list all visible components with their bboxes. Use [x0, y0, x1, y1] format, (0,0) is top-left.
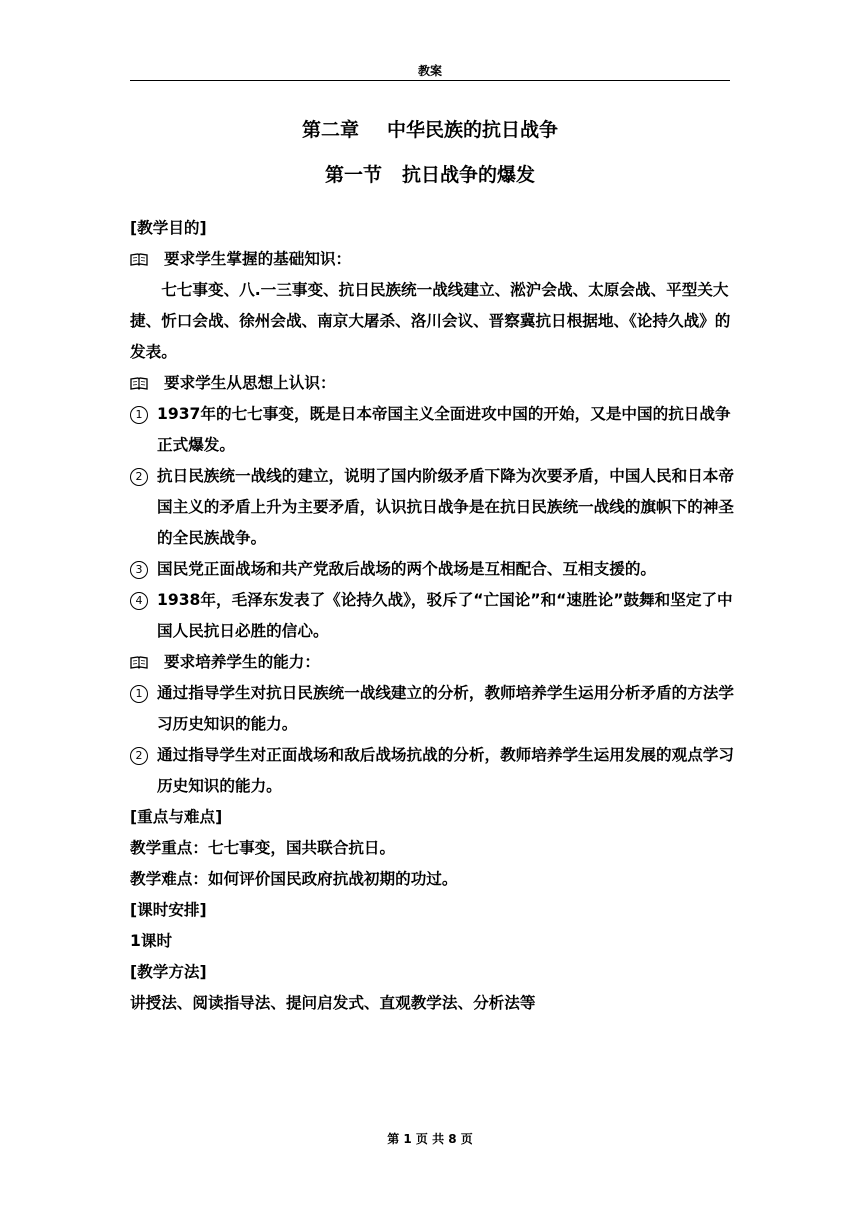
circled-number: 1 — [130, 406, 148, 424]
circled-number: 2 — [130, 468, 148, 486]
ideology-item-text: 1937年的七七事变，既是日本帝国主义全面进攻中国的开始，又是中国的抗日战争正式爆发。 — [157, 405, 731, 454]
ability-label: 要求培养学生的能力： — [164, 653, 320, 671]
ideology-item-text: 1938年，毛泽东发表了《论持久战》，驳斥了“亡国论”和“速胜论”鼓舞和坚定了中国人民抗日必胜的信心。 — [157, 591, 733, 640]
circled-number: 3 — [130, 561, 148, 579]
header-rule — [130, 80, 730, 81]
ability-label-line — [130, 647, 735, 678]
knowledge-label: 要求学生掌握的基础知识： — [164, 250, 352, 268]
methods-text: 讲授法、阅读指导法、提问启发式、直观教学法、分析法等 — [130, 994, 536, 1012]
lesson-content — [130, 213, 735, 1019]
ideology-item-text: 抗日民族统一战线的建立，说明了国内阶级矛盾下降为次要矛盾，中国人民和日本帝国主义的矛盾上升为主要矛盾，认识抗日战争是在抗日民族统一战线的旗帜下的神圣的全民族战争。 — [157, 467, 734, 547]
section-name: 抗日战争的爆发 — [402, 164, 536, 186]
page-header: 教案 — [417, 64, 442, 78]
page-footer: 第 1 页 共 8 页 — [387, 1132, 473, 1146]
book-icon — [130, 377, 148, 391]
key-points-heading: [重点与难点] — [130, 808, 223, 826]
knowledge-text: 七七事变、八.一三事变、抗日民族统一战线建立、淞沪会战、太原会战、平型关大捷、忻口会战、徐州会战、南京大屠杀、洛川会议、晋察冀抗日根据地、《论持久战》的发表。 — [130, 281, 731, 361]
ideology-item — [130, 399, 735, 461]
ideology-label-line — [130, 368, 735, 399]
ideology-item — [130, 554, 735, 585]
ability-item-text: 通过指导学生对正面战场和敌后战场抗战的分析，教师培养学生运用发展的观点学习历史知识的能力。 — [157, 746, 734, 795]
circled-number: 4 — [130, 592, 148, 610]
ideology-item — [130, 461, 735, 554]
methods-heading: [教学方法] — [130, 963, 207, 981]
knowledge-label-line — [130, 244, 735, 275]
schedule-heading: [课时安排] — [130, 901, 207, 919]
ideology-item-text: 国民党正面战场和共产党敌后战场的两个战场是互相配合、互相支援的。 — [157, 560, 657, 578]
book-icon — [130, 656, 148, 670]
objectives-heading: [教学目的] — [130, 219, 207, 237]
circled-number: 1 — [130, 685, 148, 703]
chapter-number: 第二章 — [301, 119, 359, 141]
section-title — [0, 160, 860, 187]
chapter-title — [0, 115, 860, 142]
key-focus: 教学重点：七七事变，国共联合抗日。 — [130, 839, 396, 857]
book-icon — [130, 253, 148, 267]
ideology-item — [130, 585, 735, 647]
ability-item — [130, 740, 735, 802]
section-number: 第一节 — [324, 164, 382, 186]
circled-number: 2 — [130, 747, 148, 765]
ability-item — [130, 678, 735, 740]
key-difficulty: 教学难点：如何评价国民政府抗战初期的功过。 — [130, 870, 458, 888]
ideology-label: 要求学生从思想上认识： — [164, 374, 336, 392]
schedule-text: 1课时 — [130, 932, 173, 950]
ability-item-text: 通过指导学生对抗日民族统一战线建立的分析，教师培养学生运用分析矛盾的方法学习历史知识的能力。 — [157, 684, 734, 733]
chapter-name: 中华民族的抗日战争 — [387, 119, 559, 141]
